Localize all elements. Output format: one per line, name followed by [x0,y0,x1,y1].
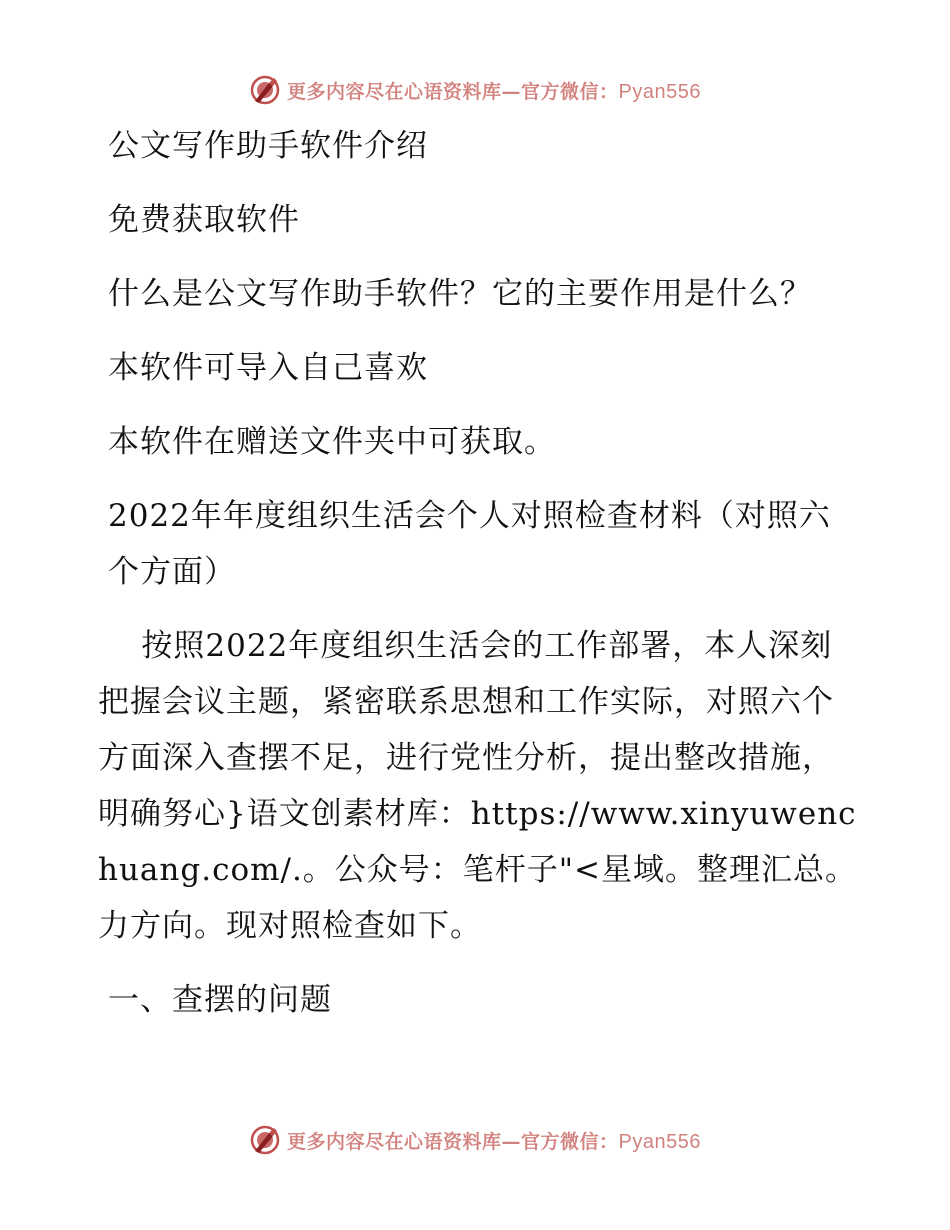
header-watermark [0,70,950,110]
paragraph-free-software: 免费获取软件 [108,202,300,238]
footer-watermark [0,1120,950,1160]
watermark-text: 更多内容尽在心语资料库—官方微信：Pyan556 [287,1130,701,1153]
paragraph-body: 按照2022年度组织生活会的工作部署，本人深刻把握会议主题，紧密联系思想和工作实际，对照六个方面深入查摆不足，进行党性分析，提出整改措施，明确努心}语文创素材库：https://www.xinyuwenchuang.com/.。公众号：笔杆子"<星域。整理汇总。力方向。现对照检查如下。 [98,628,858,944]
watermark-text: 更多内容尽在心语资料库—官方微信：Pyan556 [287,80,701,103]
pen-logo-icon [249,74,281,106]
section-heading: 一、查摆的问题 [108,982,332,1018]
document-body [98,118,858,1046]
paragraph-folder: 本软件在赠送文件夹中可获取。 [108,424,556,460]
pen-logo-icon [249,1124,281,1156]
paragraph-title: 公文写作助手软件介绍 [108,128,428,164]
paragraph-report-title: 2022年年度组织生活会个人对照检查材料（对照六个方面） [108,498,831,590]
paragraph-question: 什么是公文写作助手软件？它的主要作用是什么？ [108,276,812,312]
paragraph-import: 本软件可导入自己喜欢 [108,350,428,386]
